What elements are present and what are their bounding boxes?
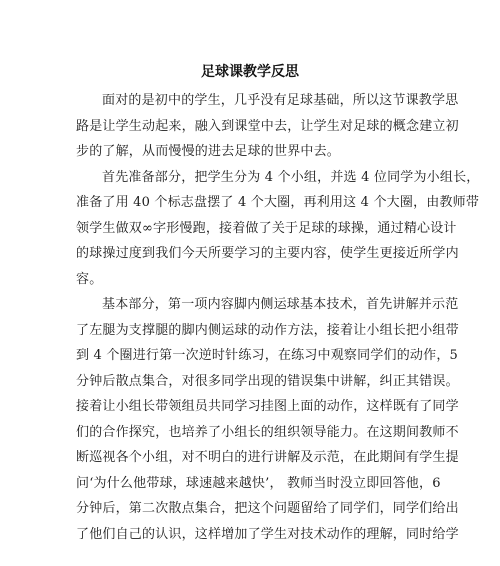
text-line: 路是让学生动起来，融入到课堂中去，让学生对足球的概念建立初 bbox=[76, 118, 459, 134]
text-line: 到 4 个圈进行第一次逆时针练习，在练习中观察同学们的动作，5 bbox=[76, 348, 459, 363]
text-line: 的球操过度到我们今天所要学习的主要内容，使学生更接近所学内 bbox=[76, 246, 459, 261]
text-line: 接着让小组长带领组员共同学习挂图上面的动作，这样既有了同学 bbox=[76, 399, 459, 414]
text-line: 首先准备部分，把学生分为 4 个小组，并选 4 位同学为小组长， bbox=[102, 169, 480, 185]
text-line: 问‘为什么他带球，球速越来越快’， 教师当时没立即回答他，6 bbox=[76, 475, 441, 491]
text-line: 准备了用 40 个标志盘摆了 4 个大圈，再利用这 4 个大圈，由教师带 bbox=[76, 195, 480, 210]
document-title: 足球课教学反思 bbox=[201, 64, 299, 80]
text-line: 分钟后散点集合，对很多同学出现的错误集中讲解，纠正其错误。 bbox=[76, 373, 459, 389]
text-line: 分钟后，第二次散点集合，把这个问题留给了同学们，同学们给出 bbox=[76, 501, 459, 516]
text-line: 了他们自己的认识，这样增加了学生对技术动作的理解，同时给学 bbox=[76, 526, 459, 542]
text-line: 基本部分，第一项内容脚内侧运球基本技术，首先讲解并示范 bbox=[102, 297, 459, 312]
document-body bbox=[76, 88, 480, 547]
paragraph-intro bbox=[76, 88, 459, 165]
text-line: 们的合作探究，也培养了小组长的组织领导能力。在这期间教师不 bbox=[76, 424, 459, 440]
paragraph-preparation bbox=[76, 165, 480, 293]
text-line: 断巡视各个小组，对不明白的进行讲解及示范，在此期间有学生提 bbox=[76, 450, 459, 465]
text-line: 容。 bbox=[76, 271, 103, 287]
text-line: 领学生做双∞字形慢跑，接着做了关于足球的球操，通过精心设计 bbox=[76, 220, 457, 236]
paragraph-main-part bbox=[76, 292, 459, 547]
text-line: 了左腿为支撑腿的脚内侧运球的动作方法，接着让小组长把小组带 bbox=[76, 322, 459, 338]
text-line: 步的了解，从而慢慢的进去足球的世界中去。 bbox=[76, 144, 341, 159]
text-line: 面对的是初中的学生，几乎没有足球基础，所以这节课教学思 bbox=[102, 93, 459, 108]
